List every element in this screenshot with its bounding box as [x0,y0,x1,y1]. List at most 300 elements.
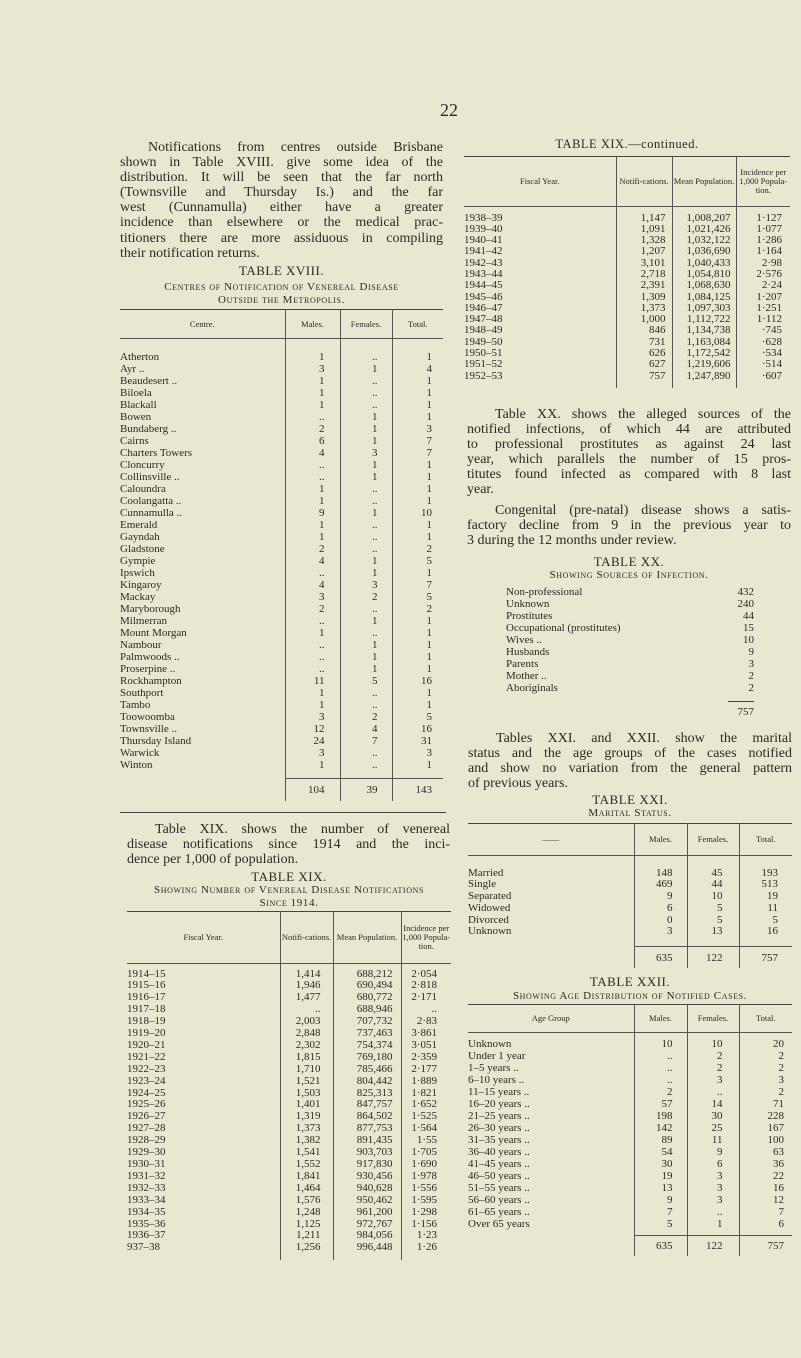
value-cell [280,1219,333,1231]
table-row [120,351,443,363]
table-row [468,915,792,927]
value-cell [634,1194,687,1206]
row-label-cell [120,435,285,447]
cell-value: 4 [319,446,325,459]
value-cell [401,1088,451,1100]
table-row [468,903,792,915]
value-cell [401,1183,451,1195]
cell-value: 1·821 [411,1087,437,1099]
column-header: Fiscal Year. [464,157,616,207]
table-row [464,224,790,235]
value-cell [285,423,340,435]
value-cell [340,567,392,579]
cell-value: 3·861 [411,1028,437,1040]
row-label: 1943–44 [464,268,503,280]
value-cell [736,213,790,224]
table-row [468,1146,792,1158]
row-label: Toowoomba [120,710,175,723]
source-label: Unknown [506,598,550,610]
cell-value: 4 [319,578,325,591]
value-cell [392,687,443,699]
cell-value: 193 [761,867,778,879]
value-cell [634,1110,687,1122]
cell-value: 513 [761,879,778,891]
row-label: 26–30 years .. [468,1121,530,1134]
value-cell [687,1038,739,1050]
table-row [120,723,443,735]
cell-value: 1,207 [640,246,666,258]
subtitle-line: Since 1914. [259,897,319,909]
value-cell [280,1195,333,1207]
table-row [468,1098,792,1110]
value-cell [340,759,392,771]
total-cell [392,779,443,801]
value-cell [687,1194,739,1206]
value-cell [739,1110,792,1122]
row-label-cell [464,314,616,325]
value-cell [392,387,443,399]
table-row [468,1110,792,1122]
value-cell [401,1195,451,1207]
table-row [127,1040,451,1052]
value-cell [285,699,340,711]
row-label-cell [464,269,616,280]
value-cell [634,1206,687,1218]
cell-value: 825,313 [356,1087,393,1099]
value-cell [401,1123,451,1135]
row-label-cell [120,699,285,711]
value-cell [280,1135,333,1147]
cell-value: 9 [319,506,325,519]
cell-value: 3 [717,1193,723,1206]
table-row [120,615,443,627]
cell-value: 1·286 [756,235,782,247]
cell-value: 1,211 [296,1230,321,1242]
value-cell [736,224,790,235]
table-row [120,519,443,531]
row-label: Emerald [120,518,158,531]
total-value: 757 [767,1239,784,1252]
value-cell [285,387,340,399]
value-cell [285,531,340,543]
value-cell [687,1098,739,1110]
cell-value: 7 [426,434,432,447]
row-label-cell [120,555,285,567]
value-cell [333,1040,401,1052]
total-cell [285,779,340,801]
row-label-cell [464,235,616,246]
cell-value: 707,732 [356,1016,393,1028]
cell-value: 1 [372,554,378,567]
table-row [127,1135,451,1147]
cell-value: .. [667,1061,673,1074]
table-row [468,891,792,903]
row-label-cell [127,969,280,981]
value-cell [401,992,451,1004]
cell-value: 11 [313,674,325,687]
text-line: to professional prostitutes as against 24 last [467,437,791,453]
cell-value: 2·98 [761,257,782,269]
cell-value: 1,552 [295,1159,321,1170]
cell-value: 785,466 [356,1063,393,1075]
text-line: shown in Table XVIII. give some idea of the [120,155,443,171]
row-label: 1915–16 [127,980,166,992]
value-cell [340,579,392,591]
cell-value: 3 [319,710,325,723]
table-row [120,483,443,495]
row-label: Beaudesert .. [120,374,178,387]
cell-value: 2·24 [761,280,782,292]
row-label: 1951–52 [464,359,503,371]
cell-value: 1 [426,470,432,483]
cell-value: 3 [717,1181,723,1194]
row-label: Bundaberg .. [120,422,177,435]
row-label: Collinsville .. [120,470,180,483]
table-row [464,258,790,269]
cell-value: 1·595 [411,1194,437,1206]
value-cell [401,1052,451,1064]
cell-value: 9 [717,1145,723,1158]
text-line: titioners there are more assiduous in compiling [120,230,443,246]
value-cell [285,447,340,459]
header-row [468,824,792,856]
table-row [468,868,792,880]
row-label-cell [468,1194,634,1206]
value-cell [736,269,790,280]
value-cell [736,280,790,291]
value-cell [634,1074,687,1086]
value-cell [333,1088,401,1100]
table-row [120,543,443,555]
text-line: Table XIX. shows the number of venereal [155,822,450,837]
value-cell [687,926,739,938]
source-row [506,670,754,682]
value-cell [672,348,736,359]
value-cell [739,926,792,938]
text-line: (Townsville and Thursday Is.) and the far [120,185,443,201]
row-label-cell [468,1182,634,1194]
row-label-cell [127,1052,280,1064]
cell-value: 961,200 [356,1206,393,1218]
value-cell [285,471,340,483]
row-label-cell [468,915,634,927]
value-cell [340,375,392,387]
total-cell [687,1236,739,1256]
cell-value: 1 [319,482,325,495]
value-cell [285,543,340,555]
table-row [464,325,790,336]
cell-value: 2·83 [416,1016,437,1028]
total-row [468,946,792,968]
text-line: of previous years. [468,776,568,792]
cell-value: 2 [717,1049,723,1062]
cell-value: 1 [372,662,378,675]
value-cell [392,699,443,711]
row-label-cell [464,213,616,224]
cell-value: 1 [426,398,432,411]
row-label: 1935–36 [127,1218,166,1230]
value-cell [285,351,340,363]
row-label-cell [468,1134,634,1146]
cell-value: 1·164 [756,246,782,258]
value-cell [672,292,736,303]
value-cell [333,1230,401,1242]
row-label: 36–40 years .. [468,1145,530,1158]
row-label: Blackall [120,398,157,411]
table-row [127,980,451,992]
cell-value: 9 [667,891,673,903]
row-label-cell [120,579,285,591]
row-label-cell [120,747,285,759]
cell-value: 9 [667,1193,673,1206]
column-header: Mean Population. [333,912,401,964]
row-label-cell [127,1195,280,1207]
value-cell [739,1194,792,1206]
cell-value: 1 [426,410,432,423]
value-cell [401,1159,451,1171]
cell-value: 5 [372,674,378,687]
table-row [120,603,443,615]
value-cell [736,235,790,246]
value-cell [401,1028,451,1040]
row-label: Biloela [120,386,152,399]
row-label-cell [127,1040,280,1052]
cell-value: 1,256 [295,1242,321,1254]
cell-value: 6 [319,434,325,447]
cell-value: .. [319,638,325,651]
value-cell [739,1074,792,1086]
source-row [506,682,754,694]
source-label: Occupational (prostitutes) [506,622,621,634]
row-label-cell [127,992,280,1004]
table-row [120,627,443,639]
value-cell [280,1147,333,1159]
table-21-subtitle: Marital Status. [588,807,672,819]
total-value: 635 [656,951,673,964]
cell-value: 2·818 [411,980,437,992]
table-row [127,1147,451,1159]
cell-value: 1 [426,458,432,471]
row-label-cell [468,1170,634,1182]
source-label: Mother .. [506,670,547,682]
table-row [464,371,790,382]
total-value: 39 [366,783,378,796]
value-cell [340,399,392,411]
value-cell [340,747,392,759]
row-label-cell [120,567,285,579]
cell-value: 1·690 [411,1159,437,1170]
cell-value: 1·077 [756,223,782,235]
value-cell [392,375,443,387]
table-row [120,411,443,423]
cell-value: 5 [426,710,432,723]
table-22-age-distribution [468,1004,792,1256]
row-label: 1927–28 [127,1123,166,1135]
row-label: 16–20 years .. [468,1097,530,1110]
table-20-title: TABLE XX. [593,554,665,569]
value-cell [285,507,340,519]
cell-value: 2 [319,542,325,555]
table-row [127,1219,451,1231]
row-label: Unknown [468,1037,512,1050]
cell-value: 1 [319,686,325,699]
row-label: 1923–24 [127,1075,166,1087]
cell-value: 3 [426,422,432,435]
row-label: 1941–42 [464,246,503,258]
cell-value: 3 [319,746,325,759]
row-label-cell [127,1088,280,1100]
cell-value: 3 [667,926,673,938]
cell-value: .. [319,410,325,423]
value-cell [401,1016,451,1028]
table-row [120,663,443,675]
cell-value: 1,541 [295,1147,321,1159]
row-label-cell [468,1206,634,1218]
cell-value: 6 [778,1217,784,1230]
cell-value: 1 [372,650,378,663]
value-cell [616,314,672,325]
value-cell [392,615,443,627]
cell-value: 5 [772,914,778,926]
row-label: 1917–18 [127,1004,166,1016]
value-cell [672,280,736,291]
value-cell [285,747,340,759]
cell-value: .. [372,698,378,711]
value-cell [401,1111,451,1123]
total-value: 122 [706,1239,723,1252]
value-cell [280,1111,333,1123]
value-cell [687,1134,739,1146]
table-row [464,359,790,370]
cell-value: 1 [319,398,325,411]
cell-value: 1 [426,650,432,663]
value-cell [634,915,687,927]
row-label: 1922–23 [127,1063,166,1075]
cell-value: 2·054 [411,968,437,980]
cell-value: 1 [319,494,325,507]
value-cell [401,1242,451,1254]
cell-value: 36 [773,1157,784,1170]
row-label-cell [120,723,285,735]
table-row [464,269,790,280]
cell-value: 1,000 [640,314,666,326]
value-cell [392,747,443,759]
value-cell [280,1076,333,1088]
value-cell [739,1086,792,1098]
value-cell [333,1099,401,1111]
cell-value: 984,056 [356,1230,393,1242]
value-cell [285,483,340,495]
value-cell [616,269,672,280]
table-row [468,879,792,891]
value-cell [736,314,790,325]
table-row [127,1064,451,1076]
value-cell [392,411,443,423]
table-22-subtitle: Showing Age Distribution of Notified Cases. [512,990,748,1002]
cell-value: 950,462 [356,1194,393,1206]
column-header: Mean Population. [672,157,736,207]
cell-value: 1 [426,374,432,387]
value-cell [285,567,340,579]
row-label: Divorced [468,914,509,926]
value-cell [285,735,340,747]
row-label: 51–55 years .. [468,1181,530,1194]
row-label-cell [127,1147,280,1159]
cell-value: .. [319,650,325,663]
value-cell [392,579,443,591]
value-cell [285,675,340,687]
value-cell [616,235,672,246]
cell-value: 13 [711,926,723,938]
table-row [468,926,792,938]
value-cell [340,651,392,663]
row-label-cell [468,1236,634,1256]
cell-value: 19 [661,1169,673,1182]
value-cell [672,235,736,246]
value-cell [739,1206,792,1218]
value-cell [739,1146,792,1158]
value-cell [340,471,392,483]
table-19-continued-title: TABLE XIX.—continued. [555,137,699,151]
value-cell [672,325,736,336]
source-count: 10 [743,634,754,646]
column-header: Incidence per 1,000 Popula-tion. [401,912,451,964]
row-label: 56–60 years .. [468,1193,530,1206]
row-label-cell [127,1230,280,1242]
cell-value: 1,815 [295,1051,321,1063]
row-label-cell [127,1171,280,1183]
value-cell [340,615,392,627]
cell-value: .. [372,686,378,699]
row-label-cell [120,519,285,531]
value-cell [333,992,401,1004]
table-row [120,447,443,459]
column-header: Total. [739,1005,792,1033]
cell-value: 1,021,426 [686,223,731,235]
value-cell [616,337,672,348]
column-header: Total. [739,824,792,856]
value-cell [634,926,687,938]
cell-value: 2,302 [295,1039,321,1051]
value-cell [340,627,392,639]
cell-value: 1·564 [411,1123,437,1135]
value-cell [392,555,443,567]
value-cell [634,1170,687,1182]
value-cell [392,507,443,519]
cell-value: 167 [767,1121,784,1134]
cell-value: 2·177 [411,1063,437,1075]
cell-value: 996,448 [356,1242,393,1254]
table-row [127,1230,451,1242]
value-cell [340,639,392,651]
cell-value: 1,247,890 [686,370,731,382]
source-count: 2 [748,670,754,682]
table-row [127,1183,451,1195]
value-cell [634,1038,687,1050]
row-label: 1932–33 [127,1182,166,1194]
cell-value: 71 [773,1097,784,1110]
cell-value: 2 [319,602,325,615]
value-cell [280,1171,333,1183]
value-cell [280,1004,333,1016]
value-cell [340,483,392,495]
table-18-centres [120,309,443,801]
value-cell [672,337,736,348]
cell-value: 903,703 [356,1147,393,1159]
row-label-cell [120,483,285,495]
cell-value: 2 [426,602,432,615]
row-label-cell [120,543,285,555]
